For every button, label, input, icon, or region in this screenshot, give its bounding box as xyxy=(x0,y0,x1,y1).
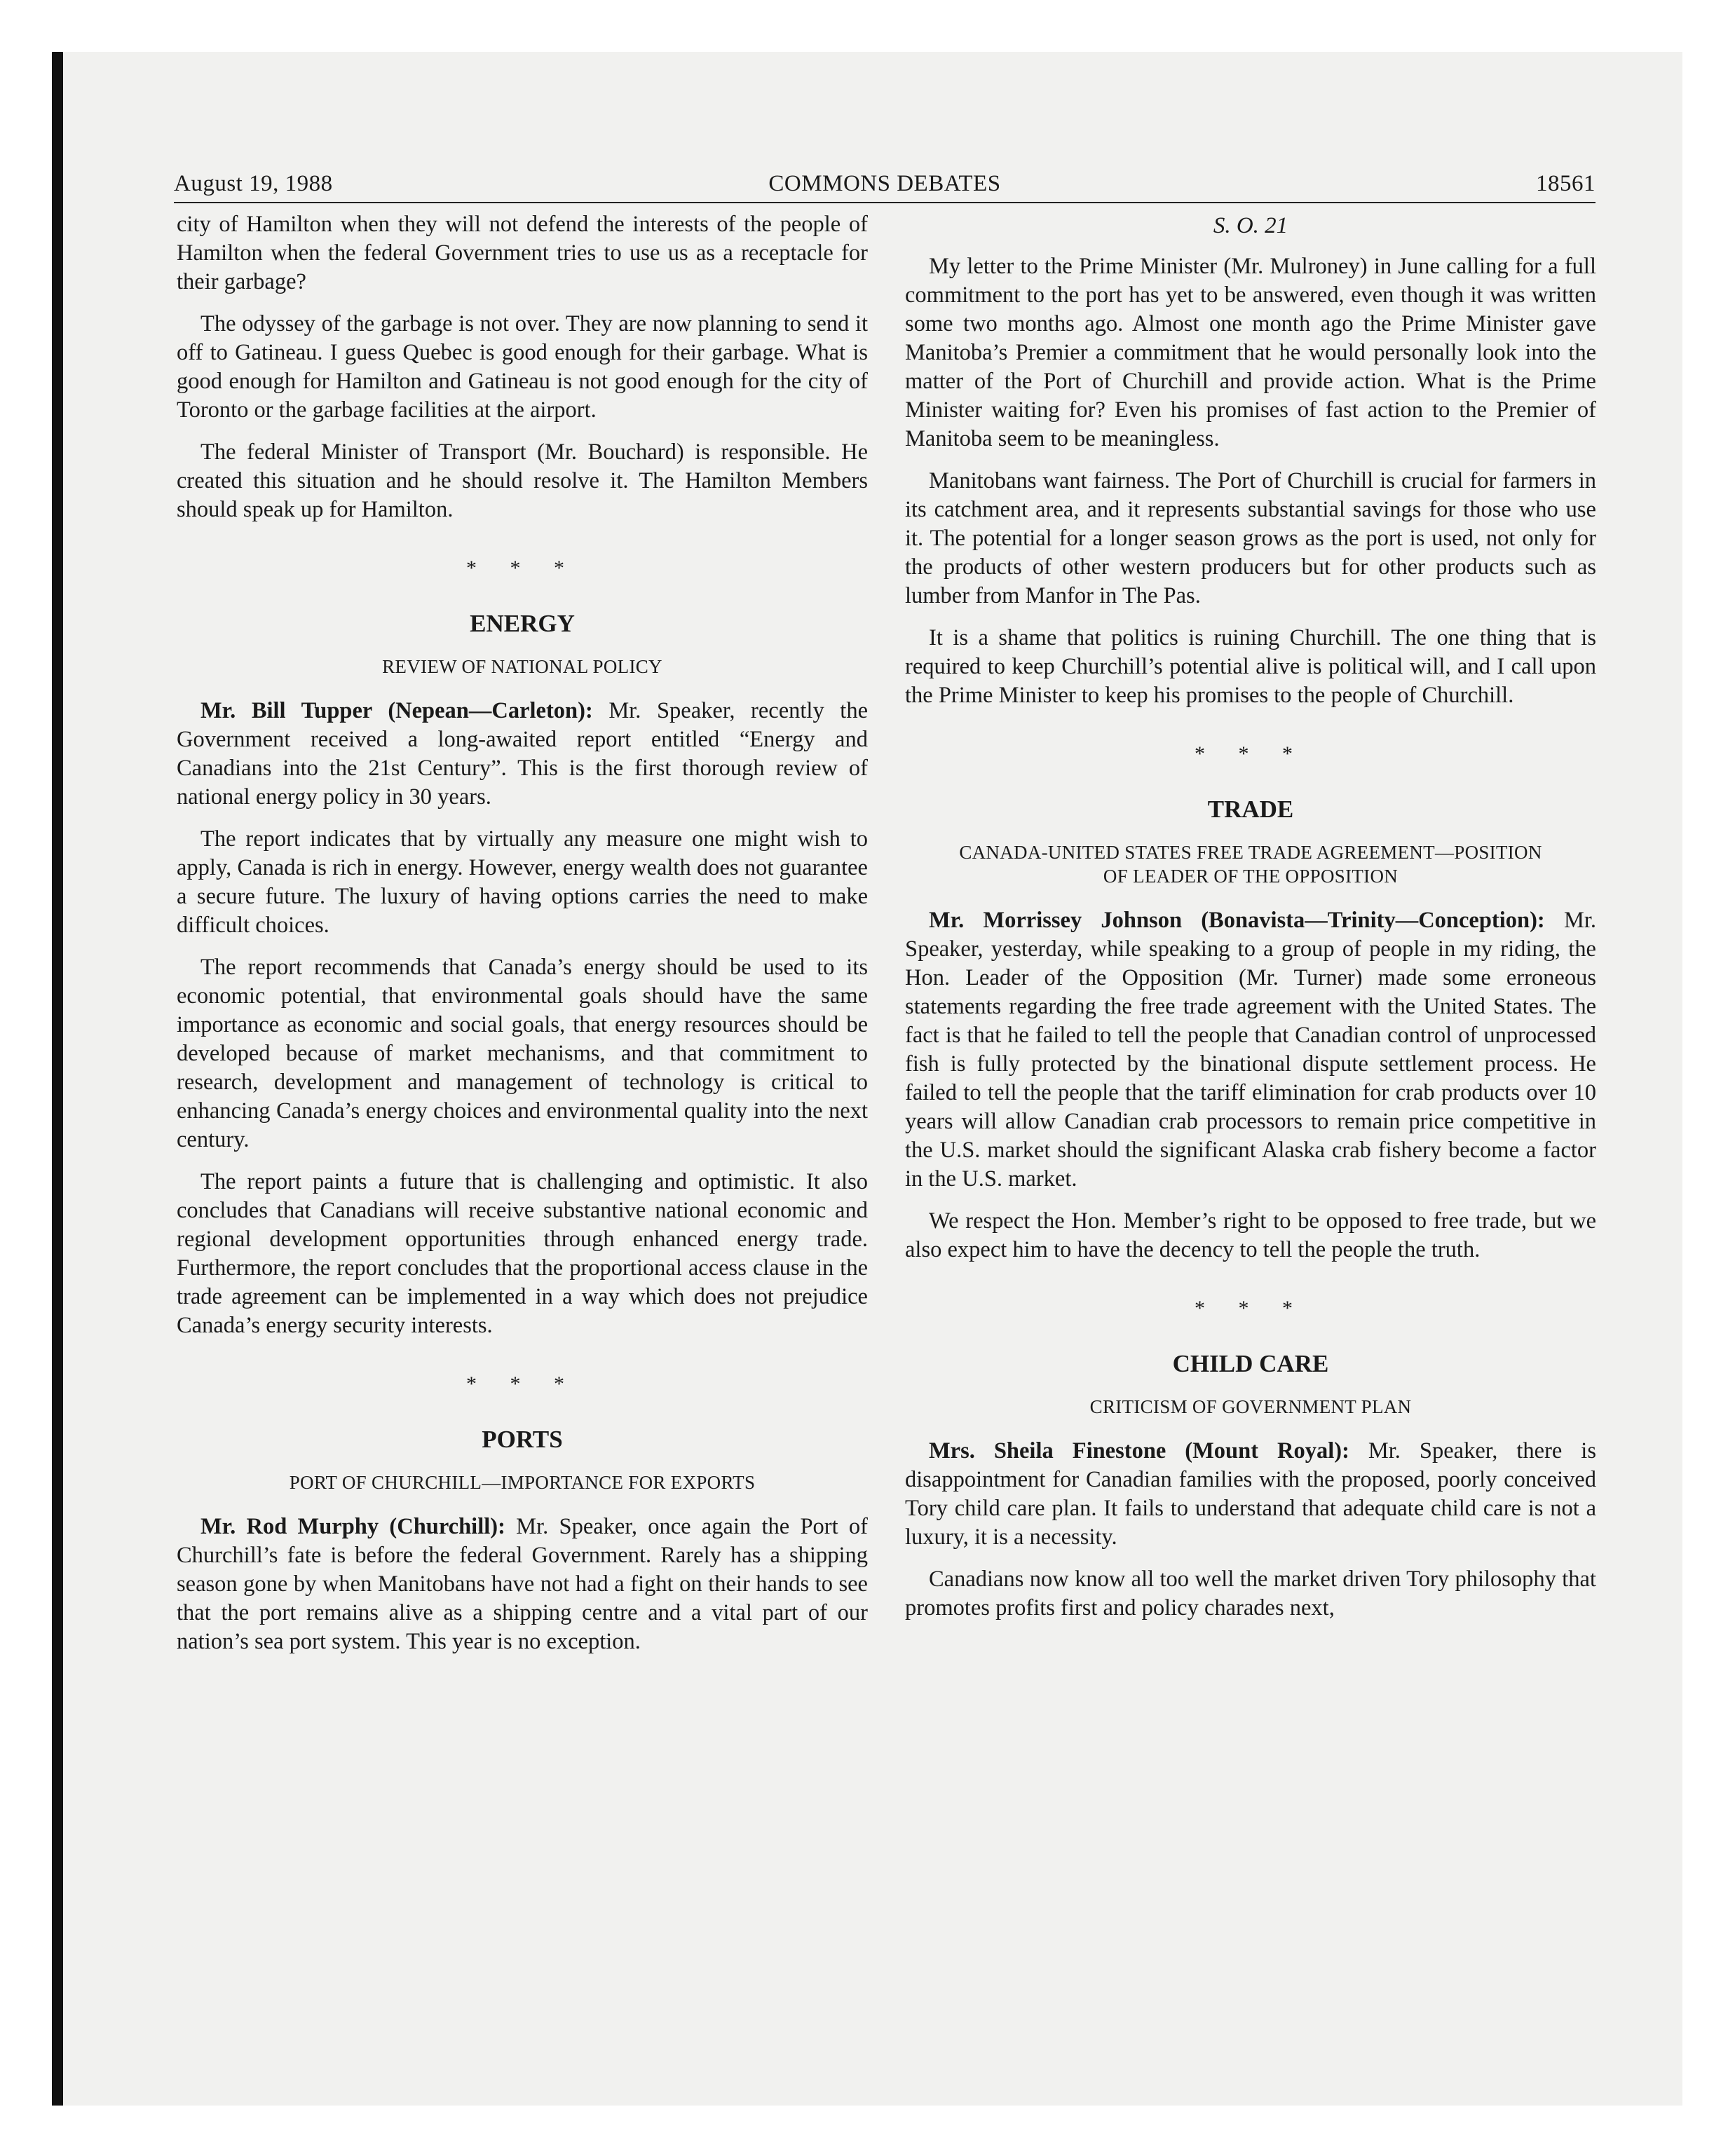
paragraph: city of Hamilton when they will not defend the interests of the people of Hamilton when the federal Government tries to use us as a receptacle for their garbage? xyxy=(177,212,868,294)
speaker-name: Mr. Rod Murphy (Churchill): xyxy=(200,1514,505,1539)
section-subtitle-child-care: CRITICISM OF GOVERNMENT PLAN xyxy=(1089,1396,1412,1417)
speaker-name: Mrs. Sheila Finestone (Mount Royal): xyxy=(929,1438,1349,1464)
speaker-name: Mr. Bill Tupper (Nepean—Carleton): xyxy=(200,698,593,723)
section-title-ports: PORTS xyxy=(482,1426,563,1453)
header-page-number: 18561 xyxy=(1536,171,1595,196)
subtitle-line: OF LEADER OF THE OPPOSITION xyxy=(1103,866,1399,887)
speech-text: Mr. Speaker, once again the Port of Churchill’s fate is before the federal Government. Rarely has a shipping season gone by when Manitobans have not had a fight on their hands to see that the port remains alive as a shipping centre and a vital part of our nation’s sea port system. This year is no exception. xyxy=(177,1514,868,1654)
section-subtitle-energy: REVIEW OF NATIONAL POLICY xyxy=(382,656,662,677)
paragraph: The report paints a future that is challenging and optimistic. It also concludes that Canadians will receive substantive national economic and regional development opportunities through enhanced energy trade. Furthermore, the report concludes that the proportional access clause in the trade agreement can be implemented in a way which does not prejudice Canada’s energy security interests. xyxy=(177,1169,868,1338)
speech-paragraph xyxy=(177,1513,868,1656)
section-separator: * * * xyxy=(466,557,578,580)
section-subtitle-ports: PORT OF CHURCHILL—IMPORTANCE FOR EXPORTS xyxy=(289,1472,756,1493)
paragraph: My letter to the Prime Minister (Mr. Mulroney) in June calling for a full commitment to the port has yet to be answered, even though it was written some two months ago. Almost one month ago the Prime Minister gave Manitoba’s Premier a commitment that he would personally look into the matter of the Port of Churchill and provide action. What is the Prime Minister waiting for? Even his promises of fast action to the Premier of Manitoba seem to be meaningless. xyxy=(905,254,1596,451)
standing-order-label: S. O. 21 xyxy=(1213,213,1288,238)
speech-paragraph xyxy=(177,697,868,812)
paragraph: Canadians now know all too well the market driven Tory philosophy that promotes profits first and policy charades next, xyxy=(905,1567,1596,1621)
speech-text: Mr. Speaker, recently the Government received a long-awaited report entitled “Energy and Canadians into the 21st Century”. This is the first thorough review of national energy policy in 30 years. xyxy=(177,698,868,810)
section-title-child-care: CHILD CARE xyxy=(1172,1350,1329,1377)
speech-paragraph xyxy=(905,1437,1596,1552)
speech-text: Mr. Speaker, yesterday, while speaking to a group of people in my riding, the Hon. Leader of the Opposition (Mr. Turner) made some erroneous statements regarding the free trade agreement with the United States. The fact is that he failed to tell the people that Canadian control of unprocessed fish is fully protected by the binational dispute settlement process. He failed to tell the people that the tariff elimination for crab products over 10 years will allow Canadian crab processors to remain price competitive in the U.S. market should the significant Alaska crab fishery become a factor in the U.S. market. xyxy=(905,908,1596,1192)
section-subtitle-trade xyxy=(905,840,1596,888)
scan-edge-shadow xyxy=(52,52,63,2106)
page-header xyxy=(174,167,1595,203)
paragraph: The federal Minister of Transport (Mr. Bouchard) is responsible. He created this situation and he should resolve it. The Hamilton Members should speak up for Hamilton. xyxy=(177,439,868,522)
section-title-trade: TRADE xyxy=(1207,796,1294,823)
right-column xyxy=(905,210,1596,1636)
section-title-energy: ENERGY xyxy=(470,610,575,637)
section-separator: * * * xyxy=(466,1372,578,1396)
subtitle-line: CANADA-UNITED STATES FREE TRADE AGREEMENT—POSITION xyxy=(959,842,1542,863)
speech-text: Mr. Speaker, there is disappointment for Canadian families with the proposed, poorly conceived Tory child care plan. It fails to understand that adequate child care is not a luxury, it is a necessity. xyxy=(905,1438,1596,1550)
section-separator: * * * xyxy=(1195,742,1307,765)
paragraph: We respect the Hon. Member’s right to be opposed to free trade, but we also expect him to have the decency to tell the people the truth. xyxy=(905,1208,1596,1262)
document-page xyxy=(174,167,1595,1961)
header-title: COMMONS DEBATES xyxy=(768,171,1001,196)
paragraph: The odyssey of the garbage is not over. They are now planning to send it off to Gatineau. I guess Quebec is good enough for their garbage. What is good enough for Hamilton and Gatineau is not good enough for the city of Toronto or the garbage facilities at the airport. xyxy=(177,311,868,423)
paragraph: Manitobans want fairness. The Port of Churchill is crucial for farmers in its catchment area, and it represents substantial savings for those who use it. The potential for a longer season grows as the port is used, not only for the products of other western producers but for other products such as lumber from Manfor in The Pas. xyxy=(905,468,1596,608)
paragraph: The report recommends that Canada’s energy should be used to its economic potential, that environmental goals should have the same importance as economic and social goals, that energy resources should be developed because of market mechanisms, and that commitment to research, development and management of technology is critical to enhancing Canada’s energy choices and environmental quality into the next century. xyxy=(177,955,868,1152)
paragraph: The report indicates that by virtually any measure one might wish to apply, Canada is rich in energy. However, energy wealth does not guarantee a secure future. The luxury of having options carries the need to make difficult choices. xyxy=(177,826,868,938)
speech-paragraph xyxy=(905,906,1596,1194)
paragraph: It is a shame that politics is ruining Churchill. The one thing that is required to keep Churchill’s potential alive is political will, and I call upon the Prime Minister to keep his promises to the people of Churchill. xyxy=(905,625,1596,708)
left-column xyxy=(177,210,868,1670)
speaker-name: Mr. Morrissey Johnson (Bonavista—Trinity—Conception): xyxy=(929,908,1545,933)
header-date: August 19, 1988 xyxy=(174,171,333,196)
section-separator: * * * xyxy=(1195,1297,1307,1320)
